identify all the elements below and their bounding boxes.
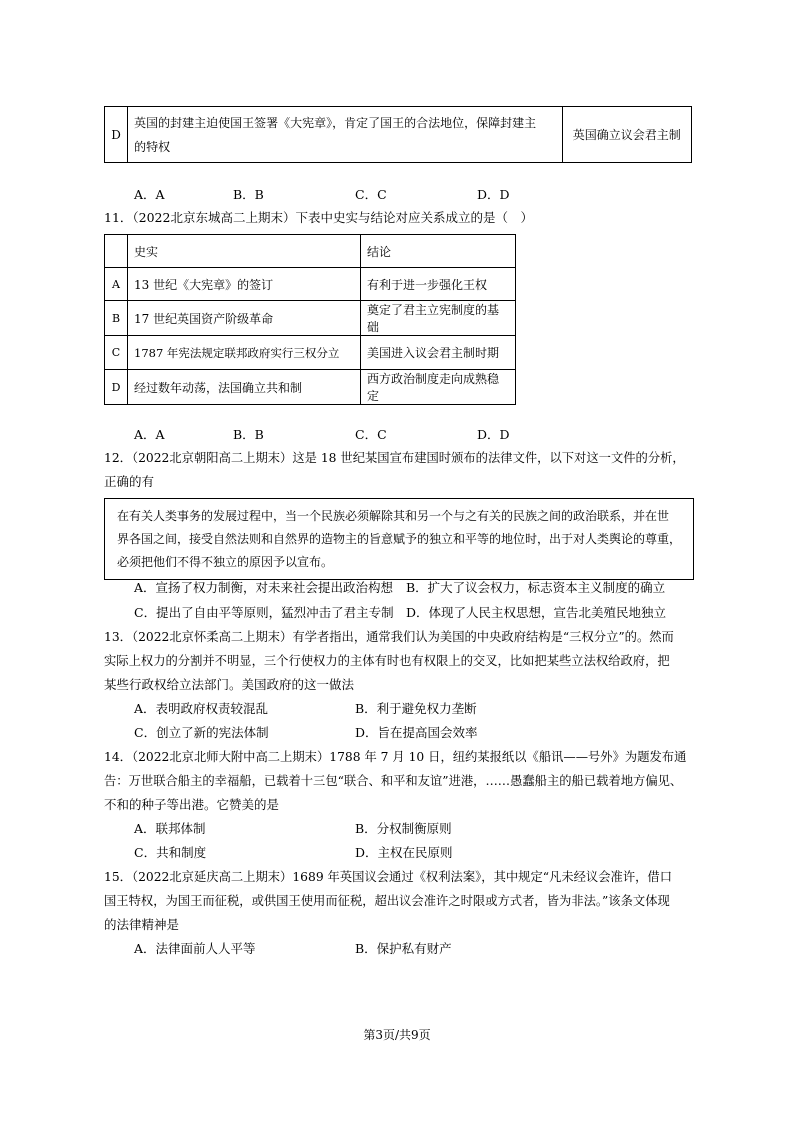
q12-option-a[interactable]: A．宣扬了权力制衡，对未来社会提出政治构想 (134, 580, 394, 595)
quote-line: 在有关人类事务的发展过程中，当一个民族必须解除其和另一个与之有关的民族之间的政治联系，并在世 (117, 509, 670, 523)
q12-quote-box (104, 498, 694, 580)
q15-stem: 15．（2022北京延庆高二上期末）1689 年英国议会通过《权利法案》，其中规定“凡未经议会准许，借口 (104, 870, 673, 884)
q13-stem: 某些行政权给立法部门。美国政府的这一做法 (104, 677, 355, 692)
q13-option-c[interactable]: C．创立了新的宪法体制 (134, 725, 269, 740)
q15-option-b[interactable]: B．保护私有财产 (355, 941, 452, 956)
content-line: 英国的封建主迫使国王签署《大宪章》，肯定了国王的合法地位，保障封建主 (134, 115, 537, 130)
q13-stem: 实际上权力的分割并不明显，三个行使权力的主体有时也有权限上的交叉，比如把某些立法权给政府，把 (104, 654, 670, 668)
q12-option-b[interactable]: B．扩大了议会权力，标志资本主义制度的确立 (406, 580, 666, 595)
table-cell-conclusion: 有利于进一步强化王权 (361, 268, 516, 301)
q10-option-c[interactable]: C．C (355, 187, 387, 202)
table-cell-conclusion: 西方政治制度走向成熟稳定 (361, 370, 516, 405)
table-header-fact: 史实 (128, 235, 361, 268)
q10-option-d[interactable]: D．D (477, 187, 510, 202)
q13-option-b[interactable]: B．利于避免权力垄断 (355, 701, 477, 716)
q11-option-b[interactable]: B．B (233, 427, 264, 442)
q10-table (104, 106, 692, 163)
q10-option-b[interactable]: B．B (233, 187, 264, 202)
content-line: 的特权 (134, 139, 171, 154)
q13-option-d[interactable]: D．旨在提高国会效率 (355, 725, 478, 740)
q14-option-c[interactable]: C．共和制度 (134, 845, 207, 860)
table-row (105, 268, 516, 301)
table-cell-fact: 经过数年动荡，法国确立共和制 (128, 370, 361, 405)
table-cell-conclusion: 奠定了君主立宪制度的基础 (361, 301, 516, 336)
table-row (105, 336, 516, 370)
q13-option-a[interactable]: A．表明政府权责较混乱 (134, 701, 269, 716)
table-cell-fact: 17 世纪英国资产阶级革命 (128, 301, 361, 336)
table-cell-letter: A (105, 268, 128, 301)
table-row (105, 301, 516, 336)
quote-line: 界各国之间，接受自然法则和自然界的造物主的旨意赋予的独立和平等的地位时，出于对人类舆论的尊重， (117, 532, 682, 546)
table-row (105, 107, 692, 163)
table-row (105, 235, 516, 268)
table-cell-fact: 1787 年宪法规定联邦政府实行三权分立 (128, 336, 361, 370)
table-header-conclusion: 结论 (361, 235, 516, 268)
table-cell-letter: B (105, 301, 128, 336)
q11-stem: 11．（2022北京东城高二上期末）下表中史实与结论对应关系成立的是（ ） (104, 210, 533, 225)
q15-option-a[interactable]: A．法律面前人人平等 (134, 941, 256, 956)
q15-stem: 国王特权，为国王而征税，或供国王使用而征税，超出议会准许之时限或方式者，皆为非法。”该条文体现 (104, 894, 670, 908)
table-cell-conclusion: 美国进入议会君主制时期 (361, 336, 516, 370)
q11-table (104, 234, 516, 405)
q10-option-a[interactable]: A．A (134, 187, 165, 202)
q12-stem: 12．（2022北京朝阳高二上期末）这是 18 世纪某国宣布建国时颁布的法律文件，以下对这一文件的分析， (104, 451, 685, 465)
q14-option-a[interactable]: A．联邦体制 (134, 821, 206, 836)
q11-option-a[interactable]: A．A (134, 427, 165, 442)
q12-stem: 正确的有 (104, 474, 155, 489)
table-cell-content (128, 107, 562, 163)
table-cell-letter: D (105, 107, 128, 163)
table-cell (105, 235, 128, 268)
table-row (105, 370, 516, 405)
table-cell-letter: C (105, 336, 128, 370)
quote-line: 必须把他们不得不独立的原因予以宣布。 (117, 555, 334, 569)
q14-stem: 不和的种子等出港。它赞美的是 (104, 797, 280, 812)
q14-stem: 14．（2022北京北师大附中高二上期末）1788 年 7 月 10 日，纽约某报纸以《船讯——号外》为题发布通 (104, 750, 687, 764)
table-cell-letter: D (105, 370, 128, 405)
q12-option-c[interactable]: C．提出了自由平等原则，猛烈冲击了君主专制 (134, 605, 394, 620)
q14-stem: 告：万世联合船主的幸福船，已载着十三包“联合、和平和友谊”进港，……愚蠢船主的船已载着地方偏见、 (104, 774, 683, 788)
q14-option-b[interactable]: B．分权制衡原则 (355, 821, 452, 836)
table-cell-conclusion: 英国确立议会君主制 (562, 107, 691, 163)
q12-option-d[interactable]: D．体现了人民主权思想，宣告北美殖民地独立 (406, 605, 667, 620)
q11-option-c[interactable]: C．C (355, 427, 387, 442)
q15-stem: 的法律精神是 (104, 917, 180, 932)
q13-stem: 13．（2022北京怀柔高二上期末）有学者指出，通常我们认为美国的中央政府结构是“三权分立”的。然而 (104, 630, 674, 644)
table-cell-fact: 13 世纪《大宪章》的签订 (128, 268, 361, 301)
q14-option-d[interactable]: D．主权在民原则 (355, 845, 453, 860)
page-number: 第3页/共9页 (363, 1028, 431, 1042)
q11-option-d[interactable]: D．D (477, 427, 510, 442)
